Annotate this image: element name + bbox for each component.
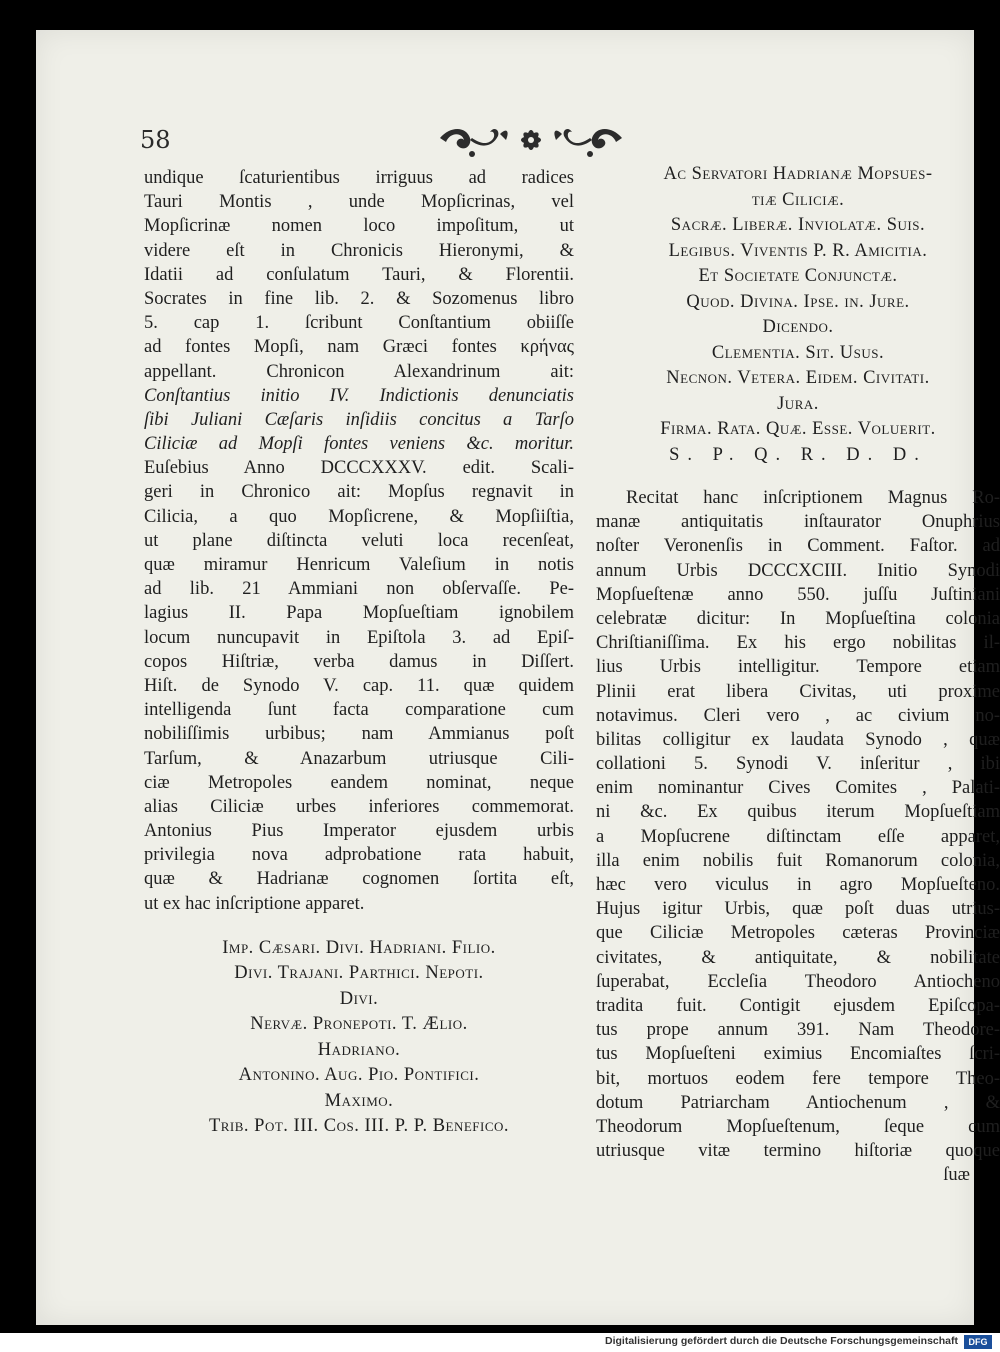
text-line: notavimus. Cleri vero , ac civium no- xyxy=(596,705,1000,726)
book-page xyxy=(36,30,1000,1325)
footer-bar xyxy=(0,1333,1000,1352)
inscription-line: Necnon. Vetera. Eidem. Civitati. xyxy=(666,368,930,388)
inscription-line: Ac Servatori Hadrianæ Mopsues- xyxy=(663,164,933,184)
text-line: quæ miramur Henricum Valeſium in notis xyxy=(144,555,574,575)
inscription-line: Dicendo. xyxy=(762,317,834,337)
text-line: ni &c. Ex quibus iterum Mopſueſtiam xyxy=(596,802,1000,823)
inscription-line: Quod. Divina. Ipse. in. Jure. xyxy=(686,291,910,312)
inscription-line: Nervæ. Pronepoti. T. Ælio. xyxy=(250,1014,468,1035)
text-line: intelligenda ſunt facta comparatione cum xyxy=(144,700,574,721)
text-line: ſibi Juliani Cæſaris inſidiis concitus a Tarſo xyxy=(144,409,574,430)
text-line: ut plane diſtincta veluti loca recenſeat, xyxy=(144,530,574,551)
text-line: bit, mortuos eodem fere tempore Theo- xyxy=(596,1068,1000,1089)
inscription-line: Hadriano. xyxy=(317,1039,401,1060)
text-line: appellant. Chronicon Alexandrinum ait: xyxy=(144,361,574,382)
inscription-line: Divi. xyxy=(339,988,379,1009)
text-line: undique ſcaturientibus irriguus ad radices xyxy=(144,168,574,188)
text-line: Socrates in fine lib. 2. & Sozomenus libro xyxy=(144,288,574,309)
text-line: enim nominantur Cives Comites , Palati- xyxy=(596,778,1000,799)
text-line: Recitat hanc inſcriptionem Magnus Ro- xyxy=(626,488,1000,508)
inscription-line: Legibus. Viventis P. R. Amicitia. xyxy=(668,240,928,261)
text-line: videre eſt in Chronicis Hieronymi, & xyxy=(144,240,574,261)
funding-notice: Digitalisierung gefördert durch die Deutsche Forschungsgemeinschaft xyxy=(605,1335,958,1347)
text-line: manæ antiquitatis inſtaurator Onuphrius xyxy=(596,512,1000,533)
text-line: Euſebius Anno DCCCXXXV. edit. Scali- xyxy=(144,458,574,479)
text-line: ciæ Metropoles eandem nominat, neque xyxy=(144,772,574,793)
inscription-line: tiæ Ciliciæ. xyxy=(751,189,845,210)
text-line: Tarſum, & Anazarbum utriusque Cili- xyxy=(144,748,574,769)
inscription-line: Antonino. Aug. Pio. Pontifici. xyxy=(238,1065,480,1086)
inscription-line: S. P. Q. R. D. D. xyxy=(669,444,927,465)
text-line: Hiſt. de Synodo V. cap. 11. quæ quidem xyxy=(144,675,574,696)
text-line: Cilicia, a quo Mopſicrene, & Mopſiiſtia, xyxy=(144,506,574,527)
text-line: celebratæ dicitur: In Mopſueſtina colonia xyxy=(596,608,1000,629)
text-line: dotum Patriarcham Antiochenum , & xyxy=(596,1092,1000,1113)
text-line: Theodorum Mopſueſtenum, ſeque cum xyxy=(596,1116,1000,1137)
inscription-line: Jura. xyxy=(777,393,819,414)
text-line: noſter Veronenſis in Comment. Faſtor. ad xyxy=(596,536,1000,557)
text-line: lius Urbis intelligitur. Tempore etiam xyxy=(596,657,1000,678)
text-line: illa enim nobilis fuit Romanorum colonia, xyxy=(596,850,1000,871)
text-line: que Ciliciæ Metropoles cæteras Provinciæ xyxy=(596,923,1000,944)
text-line: tradita fuit. Contigit ejusdem Epiſcopa- xyxy=(596,995,1000,1016)
text-line: Ciliciæ ad Mopſi fontes veniens &c. moritur. xyxy=(144,434,574,455)
text-line: tus prope annum 391. Nam Theodore- xyxy=(596,1020,1000,1041)
text-line: Tauri Montis , unde Mopſicrinas, vel xyxy=(144,192,574,213)
text-line: utriusque vitæ termino hiſtoriæ quoque xyxy=(596,1141,1000,1162)
text-line: lagius II. Papa Mopſueſtiam ignobilem xyxy=(144,603,574,624)
left-inscription xyxy=(144,936,574,1140)
text-line: quæ & Hadrianæ cognomen ſortita eſt, xyxy=(144,869,574,890)
inscription-line: Trib. Pot. III. Cos. III. P. P. Benefico. xyxy=(208,1116,510,1137)
text-line: ut ex hac inſcriptione apparet. xyxy=(144,893,365,914)
inscription-line: Imp. Cæsari. Divi. Hadriani. Filio. xyxy=(222,937,496,958)
text-line: Chriſtianiſſima. Ex his ergo nobilitas il- xyxy=(596,633,1000,654)
inscription-line: Et Societate Conjunctæ. xyxy=(698,266,898,286)
right-column xyxy=(596,162,1000,1187)
inscription-line: Maximo. xyxy=(324,1090,394,1111)
text-line: geri in Chronico ait: Mopſus regnavit in xyxy=(144,482,574,503)
text-line: Antonius Pius Imperator ejusdem urbis xyxy=(144,821,574,842)
text-line: Mopſicrinæ nomen loco impoſitum, ut xyxy=(144,216,574,237)
text-line: ad fontes Mopſi, nam Græci fontes κρήνας xyxy=(144,337,574,358)
left-column xyxy=(144,166,574,1140)
text-line: ad lib. 21 Ammiani non obſervaſſe. Pe- xyxy=(144,579,574,600)
text-line: ſuperabat, Eccleſia Theodoro Antiocheno xyxy=(596,971,1000,992)
inscription-line: Clementia. Sit. Usus. xyxy=(711,342,885,363)
catchword: ſuæ xyxy=(943,1165,970,1186)
text-line: Conſtantius initio IV. Indictionis denunciatis xyxy=(144,385,574,406)
inscription-line: Divi. Trajani. Parthici. Nepoti. xyxy=(234,963,484,984)
text-line: 5. cap 1. ſcribunt Conſtantium obiiſſe xyxy=(144,313,574,334)
text-line: Mopſueſtenæ anno 550. juſſu Juſtiniani xyxy=(596,584,1000,605)
text-line: copos Hiſtriæ, verba damus in Diſſert. xyxy=(144,651,574,672)
text-line: locum nuncupavit in Epiſtola 3. ad Epiſ- xyxy=(144,627,574,648)
text-line: bilitas colligitur ex laudata Synodo , quæ xyxy=(596,729,1000,750)
text-line: Hujus igitur Urbis, quæ poſt duas utrius- xyxy=(596,899,1000,920)
text-line: tus Mopſueſteni eximius Encomiaſtes ſcri- xyxy=(596,1044,1000,1065)
text-line: privilegia nova adprobatione rata habuit, xyxy=(144,845,574,866)
text-line: civitates, & antiquitate, & nobilitate xyxy=(596,947,1000,968)
text-line: nobiliſſimis urbibus; nam Ammianus poſt xyxy=(144,724,574,745)
text-line: Idatii ad conſulatum Tauri, & Florentii. xyxy=(144,264,574,285)
text-line: alias Ciliciæ urbes inferiores commemorat. xyxy=(144,796,574,817)
ornament-icon xyxy=(436,118,626,168)
text-line: hæc vero viculus in agro Mopſueſteno. xyxy=(596,875,1000,895)
text-line: collationi 5. Synodi V. inſeritur , ibi xyxy=(596,754,1000,775)
text-line: Plinii erat libera Civitas, uti proxime xyxy=(596,681,1000,702)
inscription-line: Sacræ. Liberæ. Inviolatæ. Suis. xyxy=(670,215,926,235)
right-inscription xyxy=(596,162,1000,468)
inscription-line: Firma. Rata. Quæ. Esse. Voluerit. xyxy=(660,419,936,439)
dfg-logo-icon[interactable]: DFG xyxy=(964,1335,992,1349)
text-line: annum Urbis DCCCXCIII. Initio Synodi xyxy=(596,560,1000,581)
page-number: 58 xyxy=(140,126,171,154)
text-line: a Mopſucrene diſtinctam eſſe apparet, xyxy=(596,826,1000,847)
